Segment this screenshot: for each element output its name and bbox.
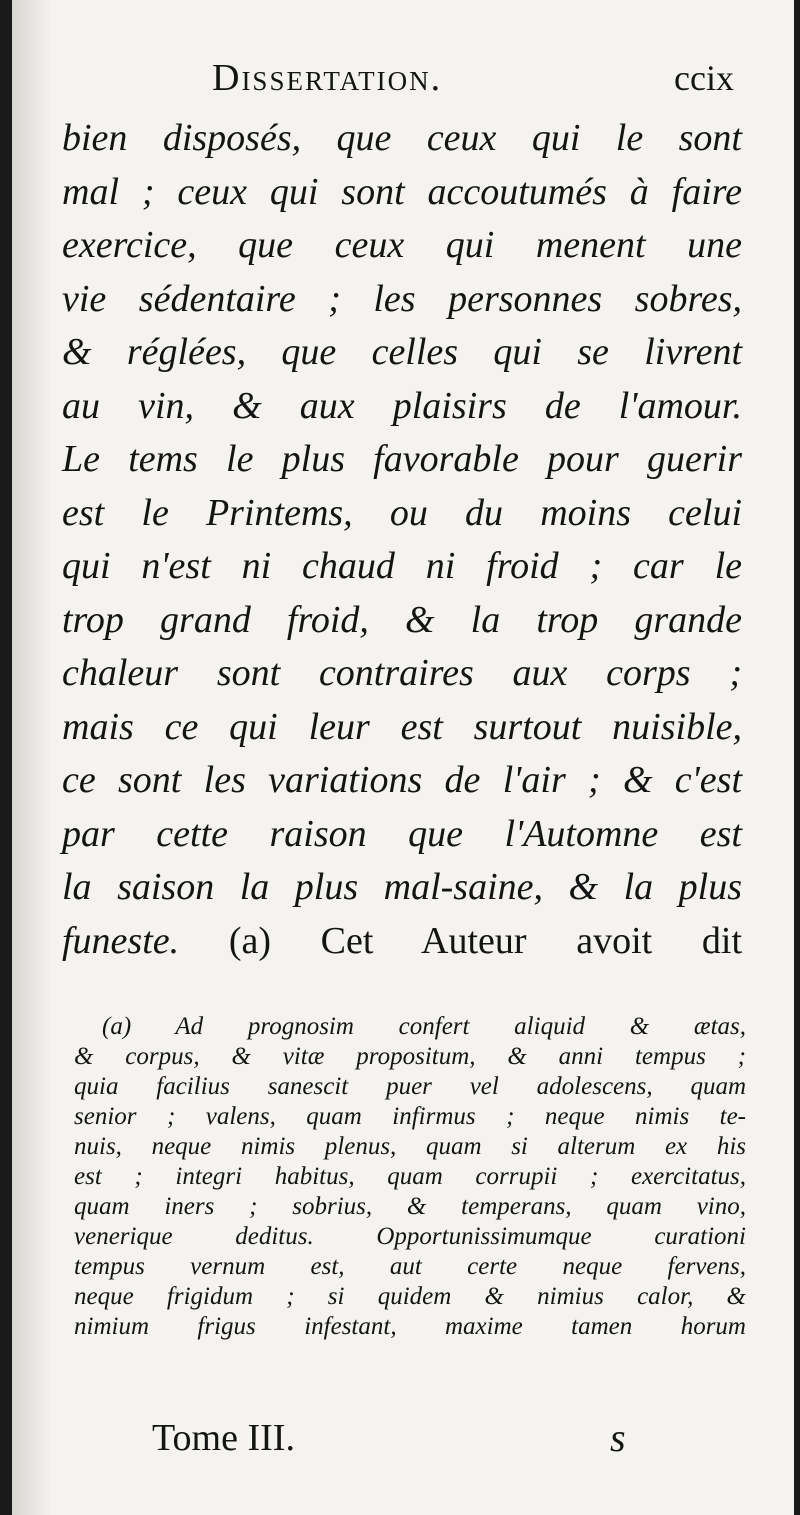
text-line: qui n'est ni chaud ni froid ; car le [62, 545, 742, 587]
text-line: mal ; ceux qui sont accoutumés à faire [62, 170, 742, 213]
page-footer [12, 1416, 794, 1460]
footnote-block [74, 1012, 746, 1342]
text-line-final [62, 915, 742, 969]
footnote-line: senior ; valens, quam infirmus ; neque nimis te- [74, 1103, 746, 1130]
volume-mark: Tome III. [152, 1417, 295, 1459]
text-line: mais ce qui leur est surtout nuisible, [62, 705, 742, 748]
footnote-line: neque frigidum ; si quidem & nimius calor, & [74, 1283, 746, 1310]
footnote-line: quia facilius sanescit puer vel adolescens, quam [74, 1073, 746, 1100]
footnote-line: (a) Ad prognosim confert aliquid & ætas, [102, 1013, 746, 1040]
text-line: trop grand froid, & la trop grande [62, 598, 742, 641]
page-header [12, 58, 794, 98]
footnote-line: venerique deditus. Opportunissimumque curationi [74, 1223, 746, 1250]
book-page [12, 0, 794, 1515]
text-line: chaleur sont contraires aux corps ; [62, 652, 742, 694]
text-fragment-roman: (a) Cet Auteur avoit dit [228, 919, 743, 962]
footnote-line: nimium frigus infestant, maxime tamen horum [74, 1313, 746, 1340]
text-line: vie sédentaire ; les personnes sobres, [62, 277, 742, 320]
text-line: est le Printems, ou du moins celui [62, 491, 742, 534]
signature-mark: s [610, 1415, 626, 1460]
text-line: bien disposés, que ceux qui le sont [62, 117, 742, 159]
page-number: ccix [674, 58, 734, 98]
footnote-line: quam iners ; sobrius, & temperans, quam vino, [74, 1193, 746, 1220]
footnote-line: & corpus, & vitæ propositum, & anni tempus ; [74, 1043, 746, 1070]
text-line: Le tems le plus favorable pour guerir [62, 438, 742, 480]
text-line: ce sont les variations de l'air ; & c'est [62, 759, 742, 801]
text-line: la saison la plus mal-saine, & la plus [62, 866, 742, 908]
page-gutter-shadow [12, 0, 52, 1515]
text-line: par cette raison que l'Automne est [62, 812, 742, 855]
footnote-line: est ; integri habitus, quam corrupii ; exercitatus, [74, 1163, 746, 1190]
footnote-line: tempus vernum est, aut certe neque fervens, [74, 1253, 746, 1280]
text-line: au vin, & aux plaisirs de l'amour. [62, 384, 742, 427]
running-title: Dissertation. [212, 57, 443, 99]
text-fragment-italic: funeste. [62, 919, 180, 962]
footnote-line: nuis, neque nimis plenus, quam si alterum ex his [74, 1133, 746, 1160]
text-line: & réglées, que celles qui se livrent [62, 331, 742, 373]
text-line: exercice, que ceux qui menent une [62, 224, 742, 266]
main-text [62, 112, 742, 968]
